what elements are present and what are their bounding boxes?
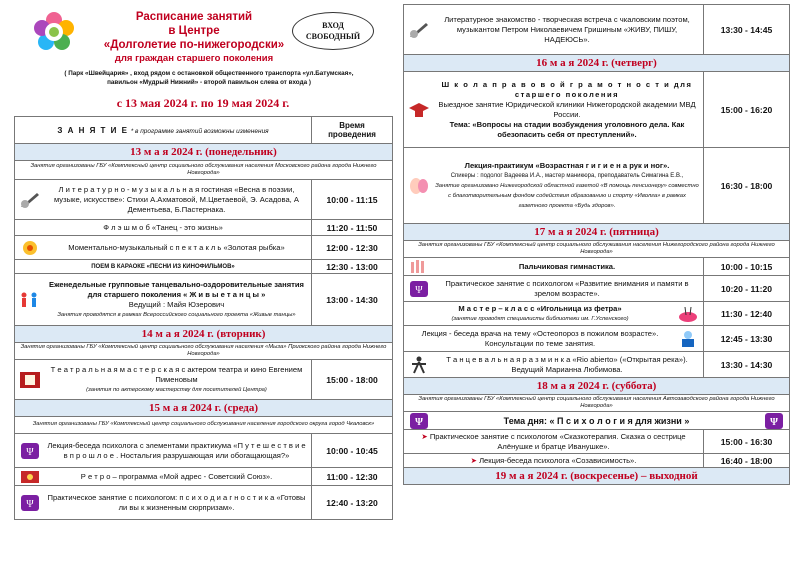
entry-line2: СВОБОДНЫЙ [305,32,361,41]
event-time: 10:20 - 11:20 [704,276,790,302]
event-row [404,302,790,326]
title-line3: «Долголетие по-нижегородски» [103,39,285,51]
day-title: 19 м а я 2024 г. (воскресенье) – выходной [404,468,790,485]
event-desc [15,274,312,326]
event-time: 13:00 - 14:30 [312,274,393,326]
org-row [15,161,393,180]
org-row [15,343,393,360]
event-text: ПОЕМ В КАРАОКЕ «ПЕСНИ ИЗ КИНОФИЛЬМОВ» [91,264,235,270]
event-time: 10:00 - 11:15 [312,180,393,220]
address-line1: ( Парк «Швейцария» , вход рядом с остановкой общественного транспорта «ул.Батумская», [64,70,354,77]
event-desc [404,72,704,148]
org-row [404,395,790,412]
event-time: 12:00 - 12:30 [312,236,393,260]
right-column [403,4,789,485]
org-text: Занятия организованы ГБУ «Комплексный центр социального обслуживания населения городского округа город Чкаловск» [15,417,393,434]
flower-logo-icon [32,10,76,54]
org-text: Занятия организованы ГБУ «Комплексный центр социального обслуживания населения «Мыза» Приокского района города Нижнего Новгорода» [15,343,393,360]
event-text: Т е а т р а л ь н а я м а с т е р с к а я с актером театра и кино Евгением Пименовым [50,364,303,384]
event-desc [15,260,312,274]
graduation-icon [408,101,430,119]
event-text: Лекция - беседа врача на тему «Остеопороз в пожилом возрасте». Консультации по теме занятия. [421,328,659,348]
address [44,70,374,87]
svg-text:Ψ: Ψ [415,416,423,428]
psy-icon [19,442,41,460]
event-text: Лекция-беседа психолога с элементами практикума «П у т е ш е с т в и е в п р о ш л о е . Ностальгия разрушающая или обогащающая?» [47,440,306,460]
event-note: (занятия по актерскому мастерству для посетителей Центра) [86,386,267,393]
left-column [14,4,392,520]
title-line2: в Центре [168,25,220,37]
arrow-icon: ➤ [421,431,430,441]
event-desc [15,468,312,486]
day-row [404,55,790,72]
event-time: 15:00 - 18:00 [312,360,393,400]
title-line1: Расписание занятий [135,11,253,23]
event-row [15,360,393,400]
event-text: Р е т р о – программа «Мой адрес - Советский Союз». [80,471,273,481]
event-note: (занятие проводят специалисты библиотеки им. Г.Успенского) [451,315,629,322]
event-note: Занятие организовано Нижегородской областной газетой «В помощь пенсионеру» совместно с благотворительным фондом содействия образованию и спорту «Иволга» в рамках газетного проекта «Будь здоров». [435,182,699,209]
date-range: с 13 мая 2024 г. по 19 мая 2024 г. [116,96,290,110]
entry-line1: ВХОД [322,21,344,30]
day-row [15,326,393,343]
header-title [84,10,304,66]
event-desc [15,220,312,236]
svg-text:Ψ: Ψ [26,498,34,510]
event-text: Практическое занятие с психологом «Развитие внимания и памяти в зрелом возрасте». [445,278,689,298]
day-row [15,400,393,417]
event-row [404,276,790,302]
schedule-table-right [403,4,790,485]
table-header [15,117,393,144]
day-title: 15 м а я 2024 г. (среда) [15,400,393,417]
theme-cell [404,412,790,430]
svg-text:Ψ: Ψ [415,284,423,296]
event-text: Практическое занятие с психологом «Сказкотерапия. Сказка о сестрице Алёнушке и братце Иванушке». [429,431,686,451]
dancer-icon [408,356,430,374]
event-desc [15,434,312,468]
hands-icon [408,177,430,195]
theme-text: Тема дня: « П с и х о л о г и я для жизни » [503,415,690,426]
event-desc [15,180,312,220]
event-desc [404,302,704,326]
schedule-table-left [14,116,393,520]
event-note: Занятия проводятся в рамках Всероссийского социального проекта «Живые танцы» [57,311,296,318]
free-entry-badge [292,12,374,50]
org-row [15,417,393,434]
address-line2: павильон «Мудрый Нижний» - второй павильон слева от входа ) [107,78,311,86]
event-text: Литературное знакомство - творческая встреча с чкаловским поэтом, музыкантом Петром Николаевичем Гришиным «ЖИВУ, ПИШУ, НАДЕЮСЬ». [444,14,690,44]
event-row [15,434,393,468]
event-text: М а с т е р – к л а с с «Игольница из фетра» [458,303,622,313]
event-time: 13:30 - 14:45 [704,5,790,55]
time-header: Время проведения [312,117,393,144]
day-row [404,378,790,395]
event-desc [15,360,312,400]
event-row [404,5,790,55]
day-row [15,144,393,161]
event-desc [404,148,704,224]
event-time: 11:20 - 11:50 [312,220,393,236]
day-row [404,468,790,485]
retro-icon [19,468,41,486]
event-text: Л и т е р а т у р н о - м у з ы к а л ь н а я гостиная «Весна в поэзии, музыке, искусстве»: Стихи А.Ахматовой, М.Цветаевой, Э. Асадова, А Дементьева, Б.Пастернака. [54,184,299,214]
event-speakers: Спикеры : подолог Вадеева И.А., мастер маникюра, преподаватель Симагина Е.В., [450,172,684,179]
event-row [404,454,790,468]
fingers-icon [408,258,430,276]
event-time: 10:00 - 10:45 [312,434,393,468]
event-desc [404,5,704,55]
svg-text:Ψ: Ψ [26,446,34,458]
org-text: Занятия организованы ГБУ «Комплексный центр социального обслуживания населения Московского района города Нижнего Новгорода» [15,161,393,180]
event-time: 10:00 - 10:15 [704,258,790,276]
event-row [404,72,790,148]
event-subtext: Выездное занятие Юридической клиники Нижегородской академии МВД России. [438,99,696,119]
psy-icon [408,412,430,430]
dancers-icon [19,291,41,309]
event-topic: Тема: «Вопросы на стадии возбуждения уголовного дела. Как обезопасить себя от преступлений». [449,119,685,139]
event-time: 13:30 - 14:30 [704,352,790,378]
event-desc [404,352,704,378]
theater-icon [19,371,41,389]
event-desc [404,258,704,276]
event-time: 12:30 - 13:00 [312,260,393,274]
org-row [404,241,790,258]
day-title: 18 м а я 2024 г. (суббота) [404,378,790,395]
day-title: 14 м а я 2024 г. (вторник) [15,326,393,343]
svg-text:Ψ: Ψ [770,416,778,428]
org-text: Занятия организованы ГБУ «Комплексный центр социального обслуживания населения Нижегородского района города Нижнего Новгорода» [404,241,790,258]
psy-icon [19,494,41,512]
psy-icon [408,280,430,298]
org-text: Занятия организованы ГБУ «Комплексный центр социального обслуживания населения Автозаводского района города Нижнего Новгорода» [404,395,790,412]
quill-icon [19,191,41,209]
arrow-icon: ➤ [470,455,480,465]
event-text: Ф л э ш м о б «Танец - это жизнь» [103,222,223,232]
doctor-icon [677,330,699,348]
event-text: Еженедельные групповые танцевально-оздоровительные занятия для старшего поколения « Ж и в ы е т а н ц ы » [49,279,304,299]
header [14,4,392,110]
event-row [15,274,393,326]
event-time: 12:40 - 13:20 [312,486,393,520]
event-text: Моментально-музыкальный с п е к т а к л ь «Золотая рыбка» [68,242,285,252]
event-time: 16:40 - 18:00 [704,454,790,468]
event-row [404,352,790,378]
event-row [15,486,393,520]
pincushion-icon [677,305,699,323]
event-row [404,148,790,224]
event-desc [404,276,704,302]
event-row [15,468,393,486]
theme-row [404,412,790,430]
event-time: 15:00 - 16:20 [704,72,790,148]
event-text: Т а н ц е в а л ь н а я р а з м и н к а «Rio abierto» («Открытая река»). Ведущий Марианна Любимова. [446,354,688,374]
activity-label: З А Н Я Т И Е [57,125,129,135]
flower-icon [19,239,41,257]
event-host: Ведущий : Майя Юзерович [128,299,225,309]
activity-note: * в программе занятий возможны изменения [130,127,269,135]
event-row [404,430,790,454]
psy-icon [763,412,785,430]
event-row [404,326,790,352]
event-desc [15,236,312,260]
day-title: 16 м а я 2024 г. (четверг) [404,55,790,72]
event-row [15,180,393,220]
event-time: 11:30 - 12:40 [704,302,790,326]
event-time: 15:00 - 16:30 [704,430,790,454]
event-desc [404,454,704,468]
event-row [15,260,393,274]
day-title: 17 м а я 2024 г. (пятница) [404,224,790,241]
quill-icon [408,21,430,39]
event-time: 16:30 - 18:00 [704,148,790,224]
event-time: 12:45 - 13:30 [704,326,790,352]
activity-header [15,117,312,144]
event-text: Практическое занятие с психологом: п с и х о д и а г н о с т и к а «Готовы ли вы к жизненным сюрпризам». [47,492,306,512]
event-desc [404,326,704,352]
event-row [15,236,393,260]
day-row [404,224,790,241]
event-text: Лекция-беседа психолога «Созависимость». [479,455,637,465]
event-text: Лекция-практикум «Возрастная г и г и е н а рук и ног». [464,160,670,170]
event-row [15,220,393,236]
event-desc [15,486,312,520]
day-title: 13 м а я 2024 г. (понедельник) [15,144,393,161]
event-text: Ш к о л а п р а в о в о й г р а м о т н о с т и для старшего поколения [441,79,693,99]
subtitle: для граждан старшего поколения [114,53,274,64]
event-desc [404,430,704,454]
event-time: 11:00 - 12:30 [312,468,393,486]
event-text: Пальчиковая гимнастика. [518,261,616,271]
event-row [404,258,790,276]
